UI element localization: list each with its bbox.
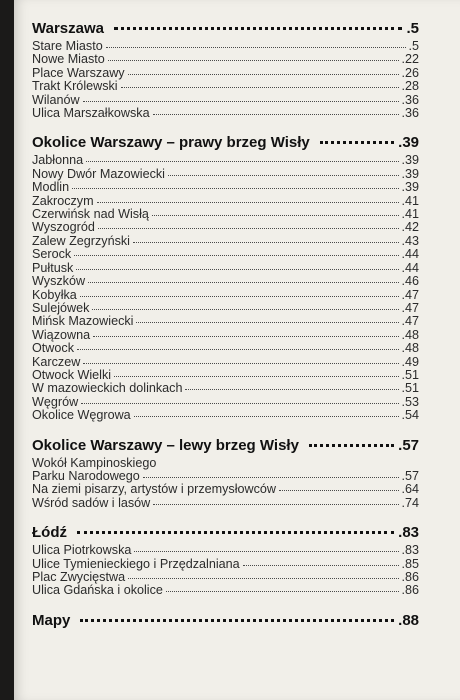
dot-leader bbox=[92, 307, 399, 310]
entry-page-number: . 86 bbox=[401, 584, 419, 597]
entry-title: Parku Narodowego bbox=[32, 468, 140, 483]
entry-title: Wśród sadów i lasów bbox=[32, 495, 151, 510]
entry-title: Wokół Kampinoskiego bbox=[32, 455, 157, 470]
entry-title: Place Warszawy bbox=[32, 65, 125, 80]
entry-page-number: . 74 bbox=[401, 497, 419, 510]
entry-page-number: . 44 bbox=[401, 262, 419, 275]
entry-page-number: . 41 bbox=[401, 195, 419, 208]
dot-leader bbox=[81, 401, 399, 404]
dot-leader bbox=[98, 226, 400, 229]
dot-leader bbox=[128, 72, 400, 75]
dot-leader bbox=[88, 280, 399, 283]
entry-title: Mińsk Mazowiecki bbox=[32, 314, 134, 329]
entry-title: Nowy Dwór Mazowiecki bbox=[32, 166, 165, 181]
toc-entry bbox=[32, 40, 419, 53]
dot-leader bbox=[168, 173, 400, 176]
entry-title: Karczew bbox=[32, 354, 81, 369]
dot-leader bbox=[83, 99, 400, 102]
table-of-contents bbox=[32, 18, 419, 644]
dot-leader bbox=[128, 576, 399, 579]
toc-entry bbox=[32, 497, 419, 510]
entry-title: Ulica Gdańska i okolice bbox=[32, 583, 163, 598]
dot-leader bbox=[320, 139, 394, 144]
dot-leader bbox=[136, 320, 399, 323]
dot-leader bbox=[74, 253, 399, 256]
entry-page-number: . 64 bbox=[401, 483, 419, 496]
dot-leader bbox=[309, 442, 394, 447]
toc-entry bbox=[32, 289, 419, 302]
dot-leader bbox=[114, 25, 403, 30]
toc-entry bbox=[32, 275, 419, 288]
entry-page-number: . 5 bbox=[408, 40, 419, 53]
entry-page-number: . 47 bbox=[401, 315, 419, 328]
dot-leader bbox=[134, 414, 400, 417]
entry-page-number: . 36 bbox=[401, 107, 419, 120]
toc-entry bbox=[32, 80, 419, 93]
entry-title: Nowe Miasto bbox=[32, 52, 105, 67]
entry-page-number: . 39 bbox=[401, 154, 419, 167]
dot-leader bbox=[93, 334, 399, 337]
entry-title: Wyszków bbox=[32, 274, 86, 289]
section-page-number: . 83 bbox=[398, 522, 419, 544]
dot-leader bbox=[72, 186, 399, 189]
dot-leader bbox=[97, 200, 400, 203]
dot-leader bbox=[121, 85, 400, 88]
dot-leader bbox=[108, 58, 400, 61]
toc-entry bbox=[32, 356, 419, 369]
entry-page-number: . 47 bbox=[401, 302, 419, 315]
toc-entry bbox=[32, 315, 419, 328]
entry-page-number: . 36 bbox=[401, 94, 419, 107]
entry-title: Kobyłka bbox=[32, 287, 77, 302]
section-page-number: . 88 bbox=[398, 610, 419, 632]
entry-page-number: . 46 bbox=[401, 275, 419, 288]
dot-leader bbox=[134, 549, 399, 552]
toc-entry bbox=[32, 107, 419, 120]
section-title: Mapy bbox=[32, 611, 71, 629]
dot-leader bbox=[153, 112, 400, 115]
dot-leader bbox=[80, 617, 394, 622]
section-heading bbox=[32, 610, 419, 632]
entry-title: Wyszogród bbox=[32, 220, 95, 235]
entry-title: Jabłonna bbox=[32, 153, 84, 168]
toc-entry bbox=[32, 584, 419, 597]
entry-page-number: . 51 bbox=[401, 369, 419, 382]
toc-entry bbox=[32, 94, 419, 107]
entry-page-number: . 22 bbox=[401, 53, 419, 66]
entry-page-number: . 86 bbox=[401, 571, 419, 584]
dot-leader bbox=[77, 347, 399, 350]
dot-leader bbox=[143, 475, 400, 478]
section-heading bbox=[32, 18, 419, 40]
toc-entry bbox=[32, 195, 419, 208]
entry-page-number: . 48 bbox=[401, 329, 419, 342]
dot-leader bbox=[166, 589, 400, 592]
toc-section bbox=[32, 610, 419, 632]
toc-entry bbox=[32, 329, 419, 342]
toc-section bbox=[32, 435, 419, 511]
entry-page-number: . 41 bbox=[401, 208, 419, 221]
section-heading bbox=[32, 522, 419, 544]
entry-title: Trakt Królewski bbox=[32, 79, 118, 94]
entry-page-number: . 51 bbox=[401, 382, 419, 395]
dot-leader bbox=[76, 267, 399, 270]
entry-title: Stare Miasto bbox=[32, 39, 103, 53]
toc-entry bbox=[32, 558, 419, 571]
entry-title: Otwock Wielki bbox=[32, 367, 112, 382]
toc-section bbox=[32, 132, 419, 422]
toc-entry bbox=[32, 221, 419, 234]
dot-leader bbox=[86, 159, 399, 162]
toc-entry bbox=[32, 181, 419, 194]
entry-title: Modlin bbox=[32, 180, 70, 195]
entry-page-number: . 53 bbox=[401, 396, 419, 409]
entry-page-number: . 28 bbox=[401, 80, 419, 93]
toc-entry bbox=[32, 262, 419, 275]
dot-leader bbox=[153, 502, 399, 505]
entry-page-number: . 47 bbox=[401, 289, 419, 302]
toc-section bbox=[32, 522, 419, 598]
section-heading bbox=[32, 435, 419, 457]
dot-leader bbox=[106, 45, 407, 48]
entry-title: Ulica Piotrkowska bbox=[32, 543, 132, 558]
toc-entry bbox=[32, 53, 419, 66]
entry-page-number: . 49 bbox=[401, 356, 419, 369]
entry-page-number: . 42 bbox=[401, 221, 419, 234]
entry-page-number: . 44 bbox=[401, 248, 419, 261]
entry-page-number: . 43 bbox=[401, 235, 419, 248]
dot-leader bbox=[83, 361, 399, 364]
entry-title: Zakroczym bbox=[32, 193, 94, 208]
entry-page-number: . 54 bbox=[401, 409, 419, 422]
dot-leader bbox=[185, 387, 399, 390]
entry-title: Pułtusk bbox=[32, 260, 74, 275]
entry-title: Na ziemi pisarzy, artystów i przemysłowców bbox=[32, 482, 276, 497]
entry-title: Sulejówek bbox=[32, 300, 90, 315]
section-page-number: . 5 bbox=[406, 18, 419, 40]
toc-entry bbox=[32, 457, 419, 470]
dot-leader bbox=[77, 529, 394, 534]
entry-title: Otwock bbox=[32, 341, 74, 356]
toc-entry bbox=[32, 67, 419, 80]
entry-page-number: . 39 bbox=[401, 181, 419, 194]
toc-entry bbox=[32, 396, 419, 409]
section-page-number: . 39 bbox=[398, 132, 419, 154]
entry-title: Plac Zwycięstwa bbox=[32, 570, 126, 584]
entry-page-number: . 57 bbox=[401, 470, 419, 483]
toc-entry bbox=[32, 235, 419, 248]
toc-entry bbox=[32, 154, 419, 167]
entry-title: Ulice Tymienieckiego i Przędzalniana bbox=[32, 556, 240, 571]
toc-entry bbox=[32, 483, 419, 496]
toc-entry bbox=[32, 409, 419, 422]
entry-title: Serock bbox=[32, 247, 72, 262]
toc-entry bbox=[32, 544, 419, 557]
toc-entry bbox=[32, 382, 419, 395]
section-page-number: . 57 bbox=[398, 435, 419, 457]
section-title: Łódź bbox=[32, 524, 67, 542]
entry-title: Ulica Marszałkowska bbox=[32, 106, 150, 121]
toc-entry bbox=[32, 302, 419, 315]
dot-leader bbox=[114, 374, 399, 377]
entry-page-number: . 83 bbox=[401, 544, 419, 557]
entry-page-number: . 48 bbox=[401, 342, 419, 355]
dot-leader bbox=[243, 563, 400, 566]
toc-entry bbox=[32, 248, 419, 261]
entry-title: Czerwińsk nad Wisłą bbox=[32, 207, 149, 222]
toc-entry bbox=[32, 571, 419, 584]
toc-entry bbox=[32, 342, 419, 355]
toc-entry bbox=[32, 208, 419, 221]
entry-title: Okolice Węgrowa bbox=[32, 408, 131, 423]
dot-leader bbox=[80, 294, 400, 297]
section-title: Okolice Warszawy – prawy brzeg Wisły bbox=[32, 134, 310, 152]
toc-section bbox=[32, 18, 419, 120]
entry-page-number: . 26 bbox=[401, 67, 419, 80]
entry-page-number: . 39 bbox=[401, 168, 419, 181]
entry-title: Wiązowna bbox=[32, 327, 91, 342]
section-title: Okolice Warszawy – lewy brzeg Wisły bbox=[32, 436, 299, 454]
entry-title: Węgrów bbox=[32, 394, 79, 409]
section-heading bbox=[32, 132, 419, 154]
dot-leader bbox=[152, 213, 400, 216]
entry-title: Wilanów bbox=[32, 92, 80, 107]
toc-entry bbox=[32, 470, 419, 483]
book-page bbox=[14, 0, 460, 700]
toc-entry bbox=[32, 168, 419, 181]
entry-title: Zalew Zegrzyński bbox=[32, 233, 130, 248]
entry-title: W mazowieckich dolinkach bbox=[32, 381, 183, 396]
toc-entry bbox=[32, 369, 419, 382]
section-title: Warszawa bbox=[32, 20, 104, 37]
dot-leader bbox=[279, 488, 399, 491]
dot-leader bbox=[133, 240, 400, 243]
entry-page-number: . 85 bbox=[401, 558, 419, 571]
